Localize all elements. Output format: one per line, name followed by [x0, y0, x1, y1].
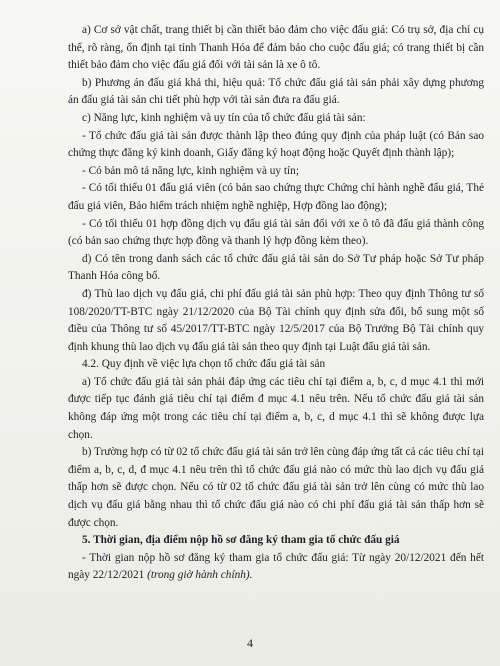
paragraph-4-1-b: b) Phương án đấu giá khả thi, hiệu quả: Tổ chức đấu giá tài sản phải xây dựng phương án đấu giá tài sản chi tiết phù hợp với tài sản đưa ra đấu giá. [68, 76, 484, 107]
page-number: 4 [247, 636, 253, 650]
document-body [68, 22, 484, 585]
bullet-capability-description: - Có bản mô tả năng lực, kinh nghiệm và uy tín; [82, 164, 299, 177]
section-5-heading: 5. Thời gian, địa điểm nộp hồ sơ đăng ký tham gia tổ chức đấu giá [82, 534, 400, 547]
paragraph-4-1-d: d) Có tên trong danh sách các tổ chức đấu giá tài sản do Sở Tư pháp hoặc Sở Tư pháp Thanh Hóa công bố. [68, 252, 484, 283]
office-hours-note: (trong giờ hành chính). [147, 569, 253, 582]
submission-time-text: - Thời gian nộp hồ sơ đăng ký tham gia tổ chức đấu giá: Từ ngày 20/12/2021 đến hết ngày 22/12/2021 [68, 551, 484, 582]
paragraph-4-2-b: b) Trường hợp có từ 02 tổ chức đấu giá tài sản trở lên cùng đáp ứng tất cả các tiêu chí tại điểm a, b, c, d, đ mục 4.1 nêu trên thì tổ chức đấu giá nào có mức thù lao dịch vụ đấu giá thấp hơn sẽ được chọn. Nếu có từ 02 tổ chức đấu giá tài sản trở lên cùng có mức thù lao dịch vụ đấu giá bằng nhau thì tổ chức đấu giá nào có chi phí đấu giá tài sản thấp hơn sẽ được chọn. [68, 446, 484, 529]
section-4-2-title: 4.2. Quy định về việc lựa chọn tổ chức đấu giá tài sản [82, 358, 326, 371]
paragraph-4-1-dd: đ) Thù lao dịch vụ đấu giá, chi phí đấu giá tài sản phù hợp: Theo quy định Thông tư số 108/2020/TT-BTC ngày 21/12/2020 của Bộ Tài chính quy định sửa đổi, bổ sung một số điều của Thông tư số 45/2017/TT-BTC ngày 12/5/2017 của Bộ Trưởng Bộ Tài chính quy định khung thù lao dịch vụ đấu giá tài sản theo quy định tại Luật đấu giá tài sản. [68, 287, 484, 353]
bullet-service-contract: - Có tối thiểu 01 hợp đồng dịch vụ đấu giá tài sản đối với xe ô tô đã đấu giá thành công (có bản sao chứng thực hợp đồng và thanh lý hợp đồng kèm theo). [68, 217, 484, 248]
paragraph-4-2-a: a) Tổ chức đấu giá tài sản phải đáp ứng các tiêu chí tại điểm a, b, c, d mục 4.1 thì mới được tiếp tục đánh giá tiêu chí tại điểm đ mục 4.1 nêu trên. Nếu tổ chức đấu giá tài sản không đáp ứng một trong các tiêu chí tại điểm a, b, c, d mục 4.1 thì sẽ không được lựa chọn. [68, 375, 484, 441]
bullet-auctioneer: - Có tối thiểu 01 đấu giá viên (có bản sao chứng thực Chứng chỉ hành nghề đấu giá, Thẻ đấu giá viên, Bảo hiểm trách nhiệm nghề nghiệp, Hợp đồng lao động); [68, 182, 484, 212]
paragraph-4-1-c: c) Năng lực, kinh nghiệm và uy tín của tổ chức đấu giá tài sản: [82, 111, 366, 124]
bullet-legal-establishment: - Tổ chức đấu giá tài sản được thành lập theo đúng quy định của pháp luật (có Bản sao chứng thực đăng ký kinh doanh, Giấy đăng ký hoạt động hoặc Quyết định thành lập); [68, 129, 484, 160]
paragraph-4-1-a: a) Cơ sở vật chất, trang thiết bị cần thiết bảo đảm cho việc đấu giá: Có trụ sở, địa chỉ cụ thể, rõ ràng, ổn định tại tỉnh Thanh Hóa để đảm bảo cho cuộc đấu giá; có trang thiết bị cần thiết bảo đảm cho việc đấu giá đối với tài sản là xe ô tô. [68, 24, 484, 72]
submission-time-paragraph [68, 550, 484, 585]
